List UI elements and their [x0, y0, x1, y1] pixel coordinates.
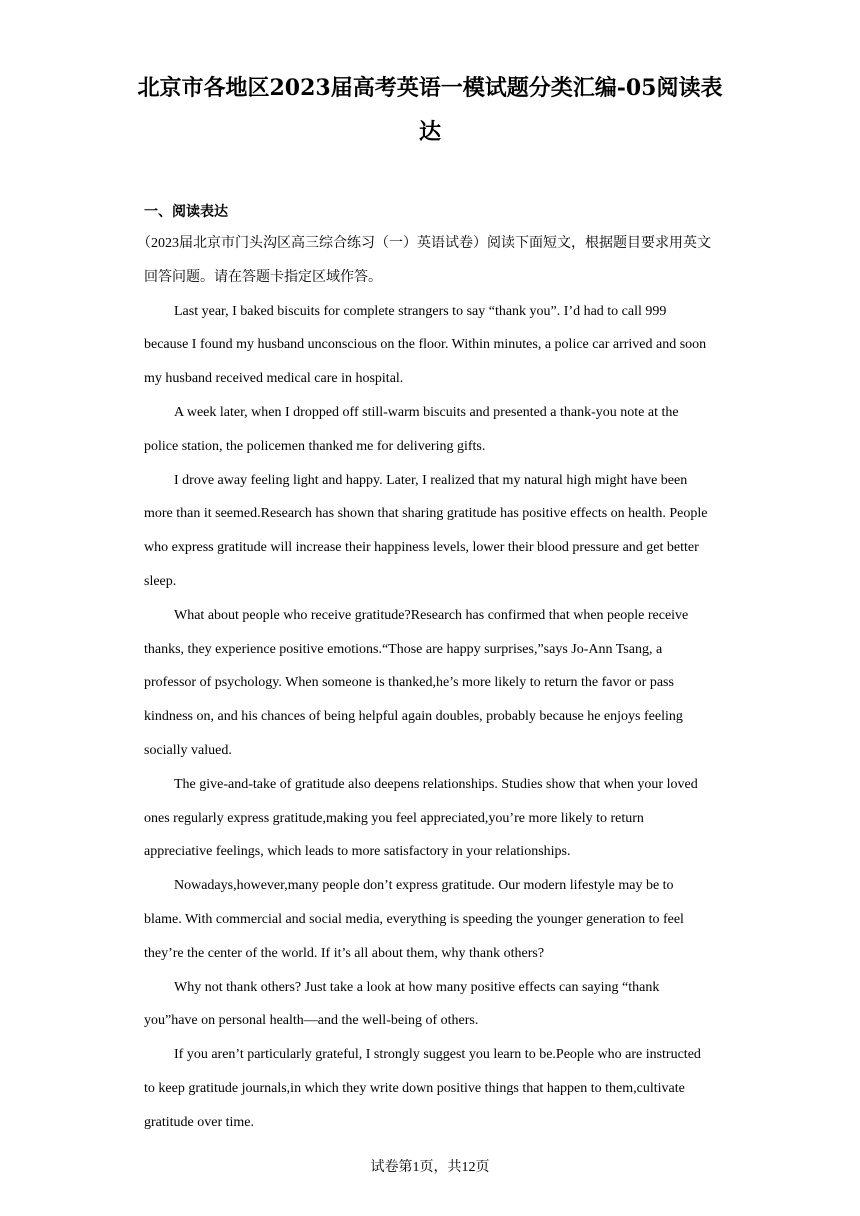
paragraph: Last year, I baked biscuits for complete strangers to say “thank you”. I’d had to call 999 because I found my husband unconscious on the floor. Within minutes, a police car arrived and soon my husband received medical care in hospital. [144, 303, 707, 387]
source-intro: （2023届北京市门头沟区高三综合练习（一）英语试卷）阅读下面短文，根据题目要求用英文回答问题。请在答题卡指定区域作答。 [137, 236, 711, 285]
paragraph: If you aren’t particularly grateful, I strongly suggest you learn to be.People who are instructed to keep gratitude journals,in which they write down positive things that happen to them,cultivate gratitude over time. [144, 1047, 701, 1130]
paragraph: Nowadays,however,many people don’t express gratitude. Our modern lifestyle may be to blame. With commercial and social media, everything is speeding the younger generation to feel they’re the center of the world. If it’s all about them, why thank others? [144, 878, 684, 961]
section-heading: 一、阅读表达 [144, 204, 228, 220]
paragraph: The give-and-take of gratitude also deepens relationships. Studies show that when your loved ones regularly express gratitude,making you feel appreciated,you’re more likely to return appreciative feelings, which leads to more satisfactory in your relationships. [144, 776, 698, 860]
page-footer: 试卷第1页，共12页 [370, 1160, 490, 1175]
paragraph: Why not thank others? Just take a look at how many positive effects can saying “thank you”have on personal health—and the well-being of others. [144, 979, 660, 1029]
paragraph: What about people who receive gratitude?Research has confirmed that when people receive thanks, they experience positive emotions.“Those are happy surprises,”says Jo-Ann Tsang, a professor of psychology. When someone is thanked,he’s more likely to return the favor or pass kindness on, and his chances of being helpful again doubles, probably because he enjoys feeling socially valued. [144, 607, 689, 758]
paragraph: A week later, when I dropped off still-warm biscuits and presented a thank-you note at the police station, the policemen thanked me for delivering gifts. [144, 404, 679, 454]
reading-passage [137, 227, 714, 1140]
document-title: 北京市各地区2023届高考英语一模试题分类汇编-05阅读表达 [137, 75, 723, 145]
paragraph: I drove away feeling light and happy. Later, I realized that my natural high might have been more than it seemed.Research has shown that sharing gratitude has positive effects on health. People who express gratitude will increase their happiness levels, lower their blood pressure and get better sleep. [144, 472, 708, 589]
